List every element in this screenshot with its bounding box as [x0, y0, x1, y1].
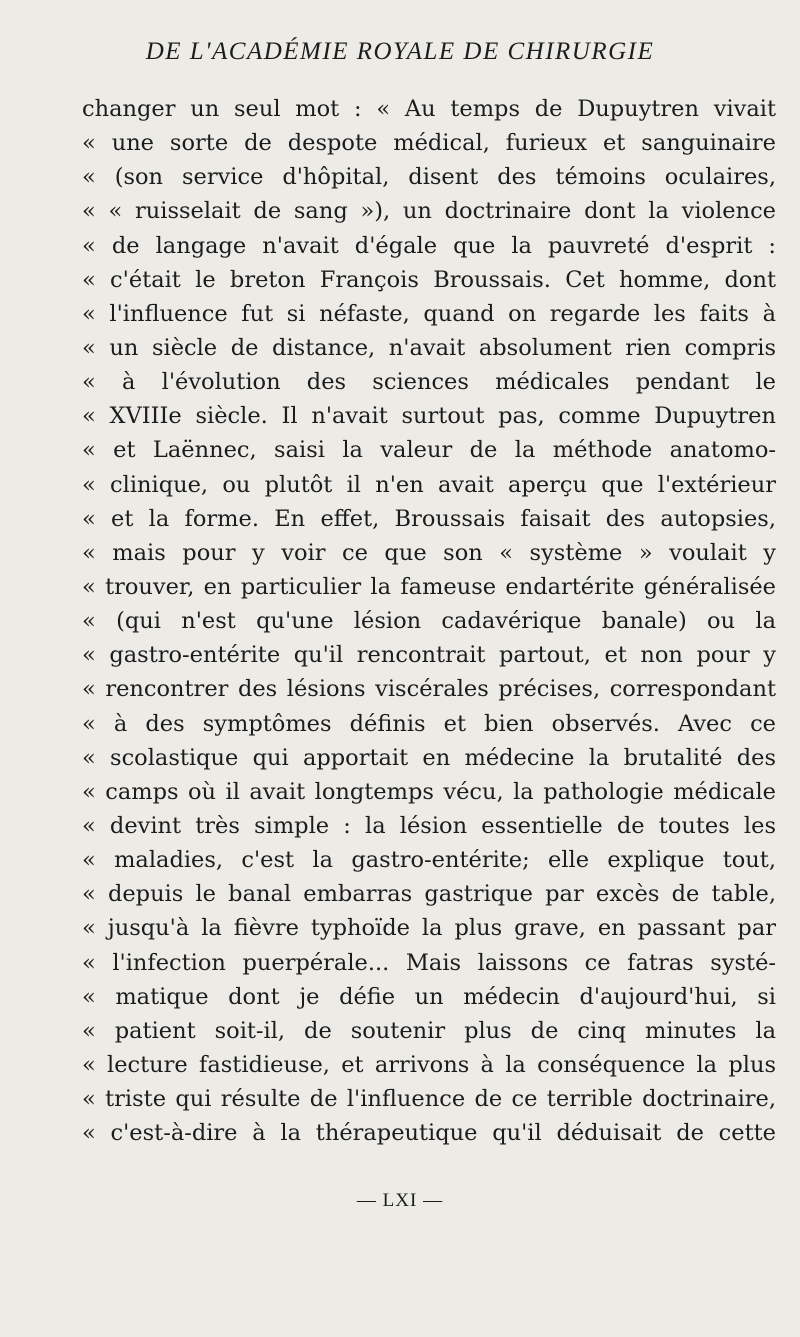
text-line-26: « l'infection puerpérale... Mais laissons ce fatras systé-	[82, 949, 776, 976]
body-text	[82, 92, 776, 1150]
text-line-25: « jusqu'à la fièvre typhoïde la plus grave, en passant par	[82, 915, 776, 942]
text-line-10: « XVIIIe siècle. Il n'avait surtout pas, comme Dupuytren	[82, 403, 776, 430]
text-line-2: « une sorte de despote médical, furieux et sanguinaire	[82, 130, 776, 157]
text-line-8: « un siècle de distance, n'avait absolument rien compris	[82, 334, 776, 361]
text-line-23: « maladies, c'est la gastro-entérite; elle explique tout,	[82, 847, 776, 874]
text-line-17: « gastro-entérite qu'il rencontrait partout, et non pour y	[82, 642, 776, 669]
text-line-28: « patient soit-il, de soutenir plus de cinq minutes la	[82, 1017, 776, 1044]
text-line-20: « scolastique qui apportait en médecine la brutalité des	[82, 744, 776, 771]
text-line-3: « (son service d'hôpital, disent des témoins oculaires,	[82, 164, 776, 191]
text-line-4: « « ruisselait de sang »), un doctrinaire dont la violence	[82, 198, 776, 225]
text-line-22: « devint très simple : la lésion essentielle de toutes les	[82, 812, 776, 839]
text-line-5: « de langage n'avait d'égale que la pauvreté d'esprit :	[82, 232, 776, 259]
page-number: — LXI —	[356, 1190, 444, 1211]
text-line-30: « triste qui résulte de l'influence de ce terrible doctrinaire,	[82, 1086, 776, 1113]
text-line-13: « et la forme. En effet, Broussais faisait des autopsies,	[82, 505, 776, 532]
text-line-27: « matique dont je défie un médecin d'aujourd'hui, si	[82, 983, 776, 1010]
text-line-29: « lecture fastidieuse, et arrivons à la conséquence la plus	[82, 1051, 776, 1078]
text-line-7: « l'influence fut si néfaste, quand on regarde les faits à	[82, 300, 776, 327]
text-line-1: changer un seul mot : « Au temps de Dupuytren vivait	[82, 96, 776, 122]
text-line-12: « clinique, ou plutôt il n'en avait aperçu que l'extérieur	[82, 471, 776, 498]
text-line-6: « c'était le breton François Broussais. Cet homme, dont	[82, 266, 776, 293]
text-line-31: « c'est-à-dire à la thérapeutique qu'il déduisait de cette	[82, 1120, 776, 1147]
running-head: DE L'ACADÉMIE ROYALE DE CHIRURGIE	[145, 38, 655, 65]
text-line-16: « (qui n'est qu'une lésion cadavérique banale) ou la	[82, 608, 776, 635]
text-line-15: « trouver, en particulier la fameuse endartérite généralisée	[82, 573, 776, 600]
text-line-14: « mais pour y voir ce que son « système » voulait y	[82, 539, 776, 566]
text-line-21: « camps où il avait longtemps vécu, la pathologie médicale	[82, 778, 776, 805]
text-line-24: « depuis le banal embarras gastrique par excès de table,	[82, 881, 776, 908]
text-line-11: « et Laënnec, saisi la valeur de la méthode anatomo-	[82, 437, 776, 464]
text-line-18: « rencontrer des lésions viscérales précises, correspondant	[82, 676, 776, 703]
text-line-9: « à l'évolution des sciences médicales pendant le	[82, 369, 776, 396]
text-line-19: « à des symptômes définis et bien observés. Avec ce	[82, 710, 776, 737]
